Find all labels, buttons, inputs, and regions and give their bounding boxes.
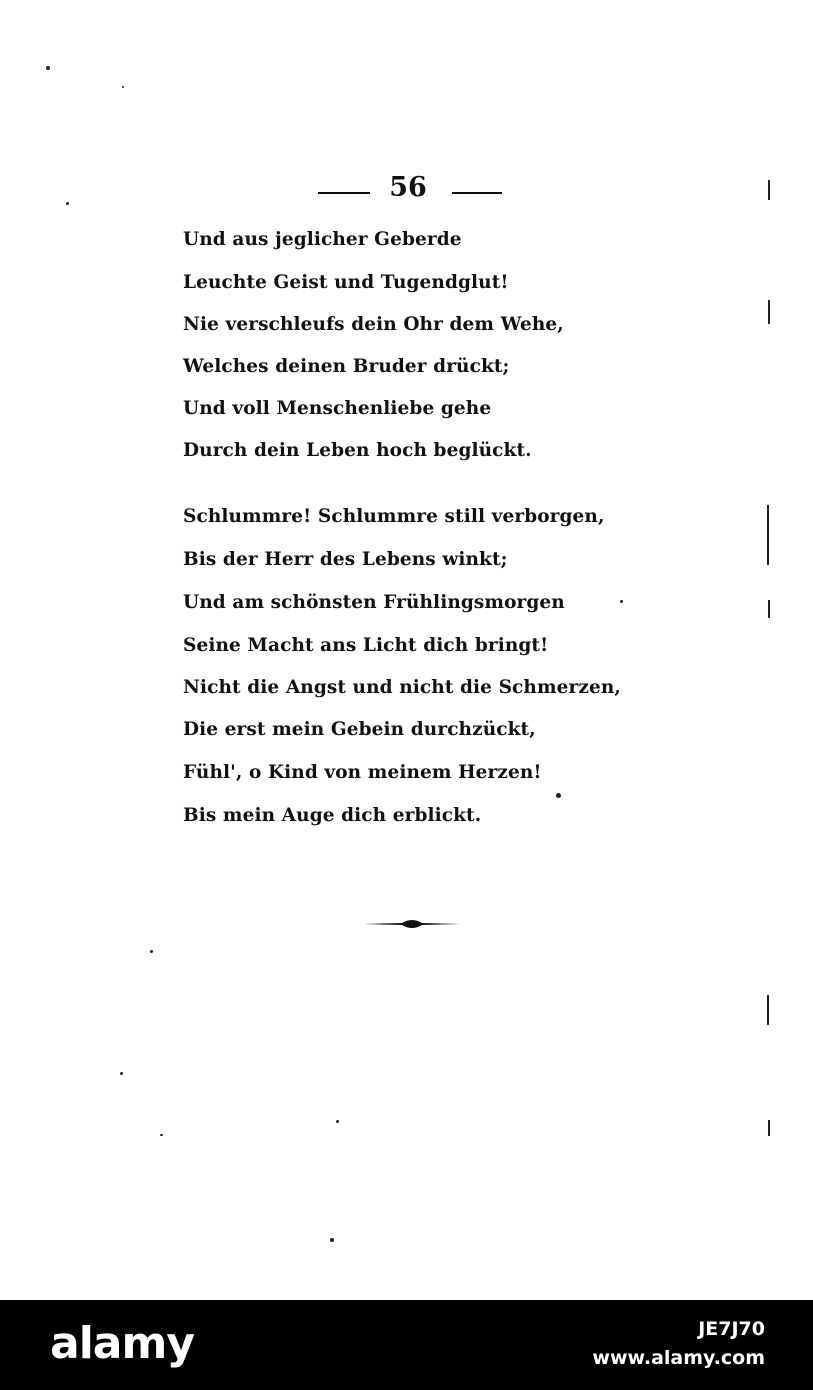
poem-line: Welches deinen Bruder drückt; <box>183 356 510 377</box>
margin-mark <box>767 995 769 1025</box>
scan-speck <box>122 86 124 88</box>
scan-speck <box>620 600 623 603</box>
margin-mark <box>768 1120 770 1136</box>
margin-mark <box>768 300 770 324</box>
poem-line: Und am schönsten Frühlingsmorgen <box>183 592 565 613</box>
scan-speck <box>120 1072 123 1075</box>
margin-mark <box>768 180 770 200</box>
poem-line: Nicht die Angst und nicht die Schmerzen, <box>183 677 621 698</box>
page-number: 56 <box>389 172 427 203</box>
scan-speck <box>150 950 153 953</box>
scan-speck <box>46 66 50 70</box>
poem-line: Schlummre! Schlummre still verborgen, <box>183 506 605 527</box>
end-ornament <box>362 917 462 931</box>
scan-speck <box>330 1238 334 1242</box>
header-dash-left <box>318 192 370 194</box>
poem-line: Durch dein Leben hoch beglückt. <box>183 440 532 461</box>
header-dash-right <box>452 192 502 194</box>
margin-mark <box>768 600 770 618</box>
margin-mark <box>767 505 769 565</box>
poem-line: Bis der Herr des Lebens winkt; <box>183 549 508 570</box>
poem-line: Seine Macht ans Licht dich bringt! <box>183 635 549 656</box>
poem-line: Und voll Menschenliebe gehe <box>183 398 492 419</box>
scan-speck <box>160 1134 163 1136</box>
poem-line: Leuchte Geist und Tugendglut! <box>183 272 509 293</box>
site-url: www.alamy.com <box>592 1347 765 1369</box>
poem-line: Fühl', o Kind von meinem Herzen! <box>183 762 542 783</box>
stock-image-id: JE7J70 <box>698 1318 765 1340</box>
poem-line: Und aus jeglicher Geberde <box>183 229 462 250</box>
brand-logo: alamy <box>50 1318 194 1369</box>
scan-speck <box>336 1120 339 1123</box>
scan-speck <box>556 793 561 798</box>
poem-line: Bis mein Auge dich erblickt. <box>183 805 482 826</box>
poem-line: Nie verschleufs dein Ohr dem Wehe, <box>183 314 564 335</box>
watermark-footer <box>0 1300 813 1390</box>
scan-speck <box>66 202 69 205</box>
page-header <box>310 172 500 212</box>
poem-line: Die erst mein Gebein durchzückt, <box>183 719 536 740</box>
